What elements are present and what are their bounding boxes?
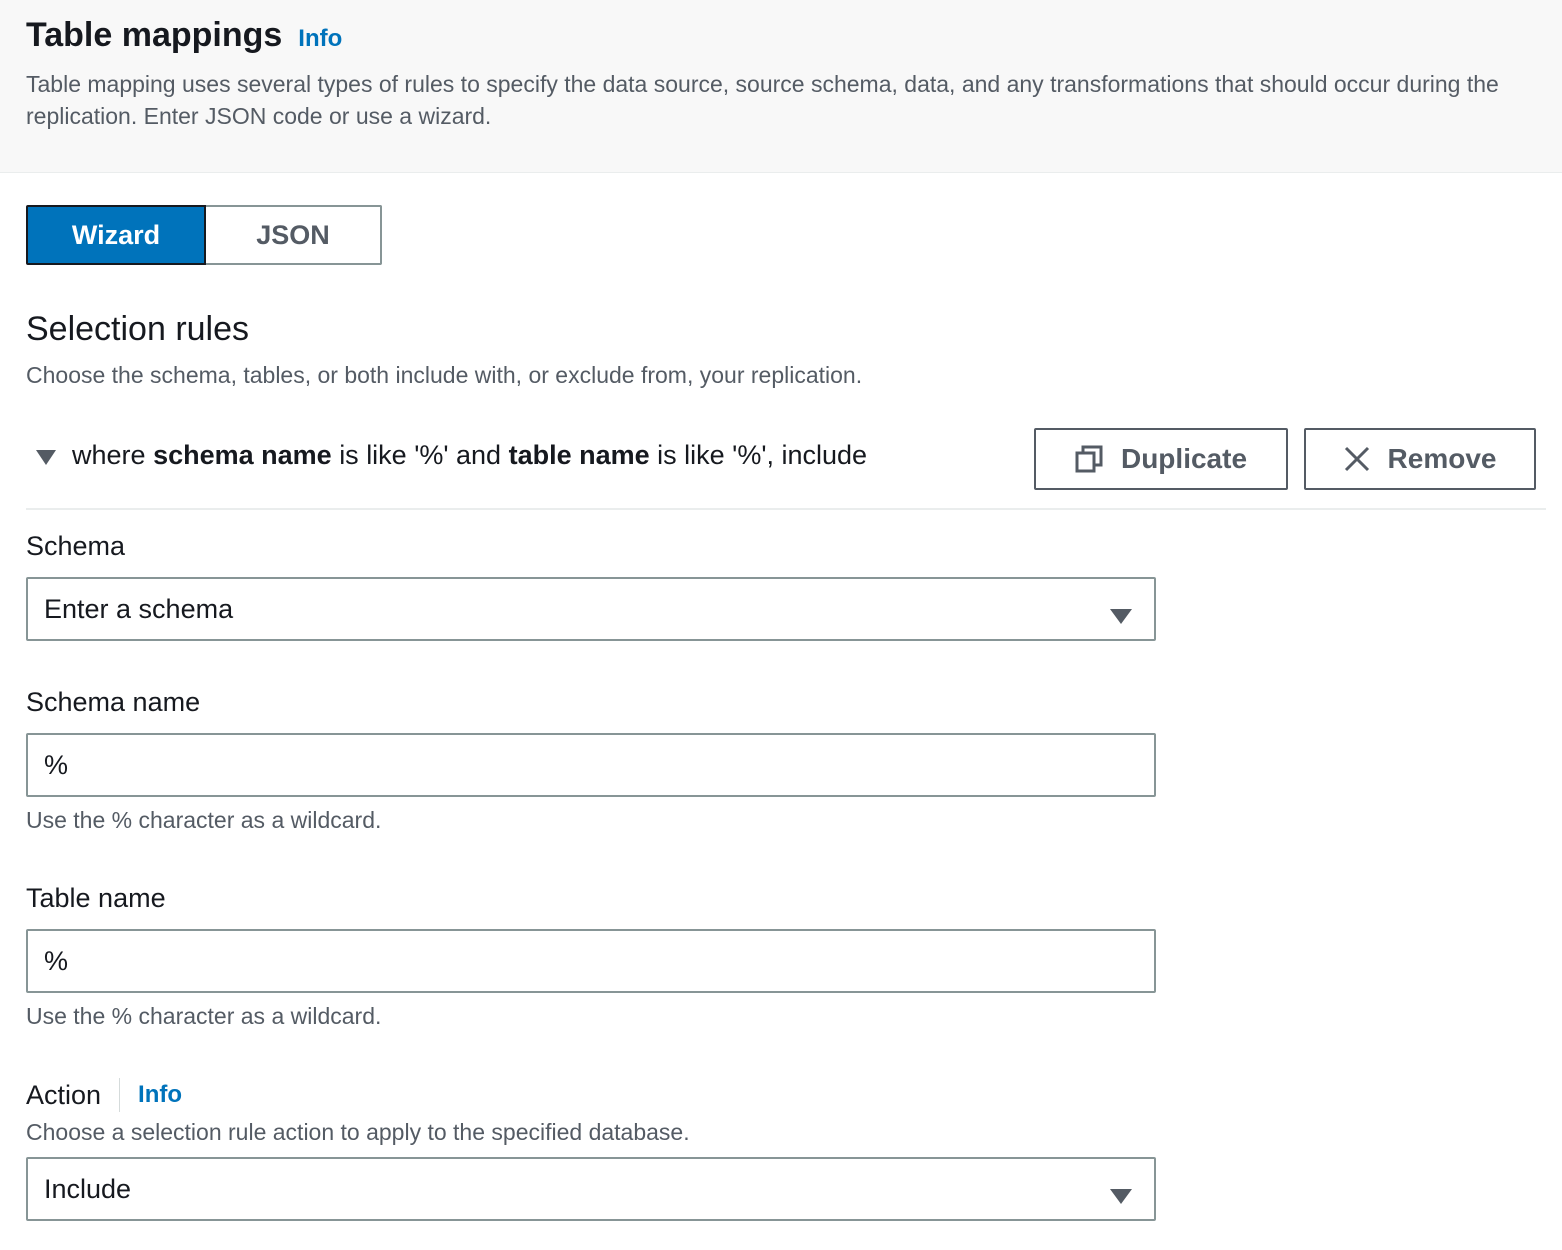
selection-rule-row — [26, 426, 1546, 510]
action-info-link[interactable]: Info — [138, 1081, 183, 1108]
schema-label: Schema — [26, 531, 126, 561]
rule-table-key: table name — [508, 440, 650, 470]
action-select-value: Include — [44, 1173, 132, 1204]
table-name-label: Table name — [26, 883, 166, 913]
remove-button[interactable] — [1304, 428, 1536, 490]
table-name-value: % — [44, 945, 69, 976]
remove-label: Remove — [1387, 443, 1497, 474]
action-description: Choose a selection rule action to apply to the specified database. — [26, 1119, 690, 1145]
wizard-tab[interactable]: Wizard — [26, 205, 206, 265]
mode-toggle — [26, 205, 382, 265]
divider — [119, 1078, 120, 1112]
table-name-input[interactable] — [26, 929, 1156, 993]
duplicate-button[interactable] — [1034, 428, 1288, 490]
close-icon — [1344, 446, 1370, 472]
rule-suffix: is like '%', include — [657, 440, 868, 470]
schema-name-label: Schema name — [26, 687, 201, 717]
action-label: Action — [26, 1079, 102, 1110]
json-tab[interactable]: JSON — [206, 205, 382, 265]
duplicate-label: Duplicate — [1120, 443, 1248, 474]
action-label-row — [26, 1078, 182, 1112]
schema-select[interactable] — [26, 577, 1156, 641]
title-row — [26, 16, 342, 55]
selection-rules-title: Selection rules — [26, 310, 250, 348]
action-select[interactable] — [26, 1157, 1156, 1221]
page-title: Table mappings — [26, 16, 283, 54]
schema-name-input[interactable] — [26, 733, 1156, 797]
rule-prefix: where — [72, 440, 146, 470]
page-description: Table mapping uses several types of rules to specify the data source, source schema, data, and any transformations that should occur during the replication. Enter JSON code or use a wizard. — [26, 71, 1499, 129]
duplicate-icon — [1075, 445, 1103, 473]
selection-rules-description: Choose the schema, tables, or both include with, or exclude from, your replication. — [26, 362, 863, 388]
schema-name-value: % — [44, 749, 69, 780]
schema-select-placeholder: Enter a schema — [44, 593, 234, 624]
info-link[interactable]: Info — [298, 25, 343, 52]
caret-down-icon[interactable] — [36, 450, 56, 471]
dropdown-arrow-icon — [1110, 601, 1132, 632]
rule-summary[interactable] — [72, 440, 867, 471]
schema-name-hint: Use the % character as a wildcard. — [26, 807, 382, 833]
rule-mid: is like '%' and — [339, 440, 502, 470]
rule-schema-key: schema name — [153, 440, 332, 470]
table-name-hint: Use the % character as a wildcard. — [26, 1003, 382, 1029]
page-header — [0, 0, 1562, 173]
dropdown-arrow-icon — [1110, 1181, 1132, 1212]
